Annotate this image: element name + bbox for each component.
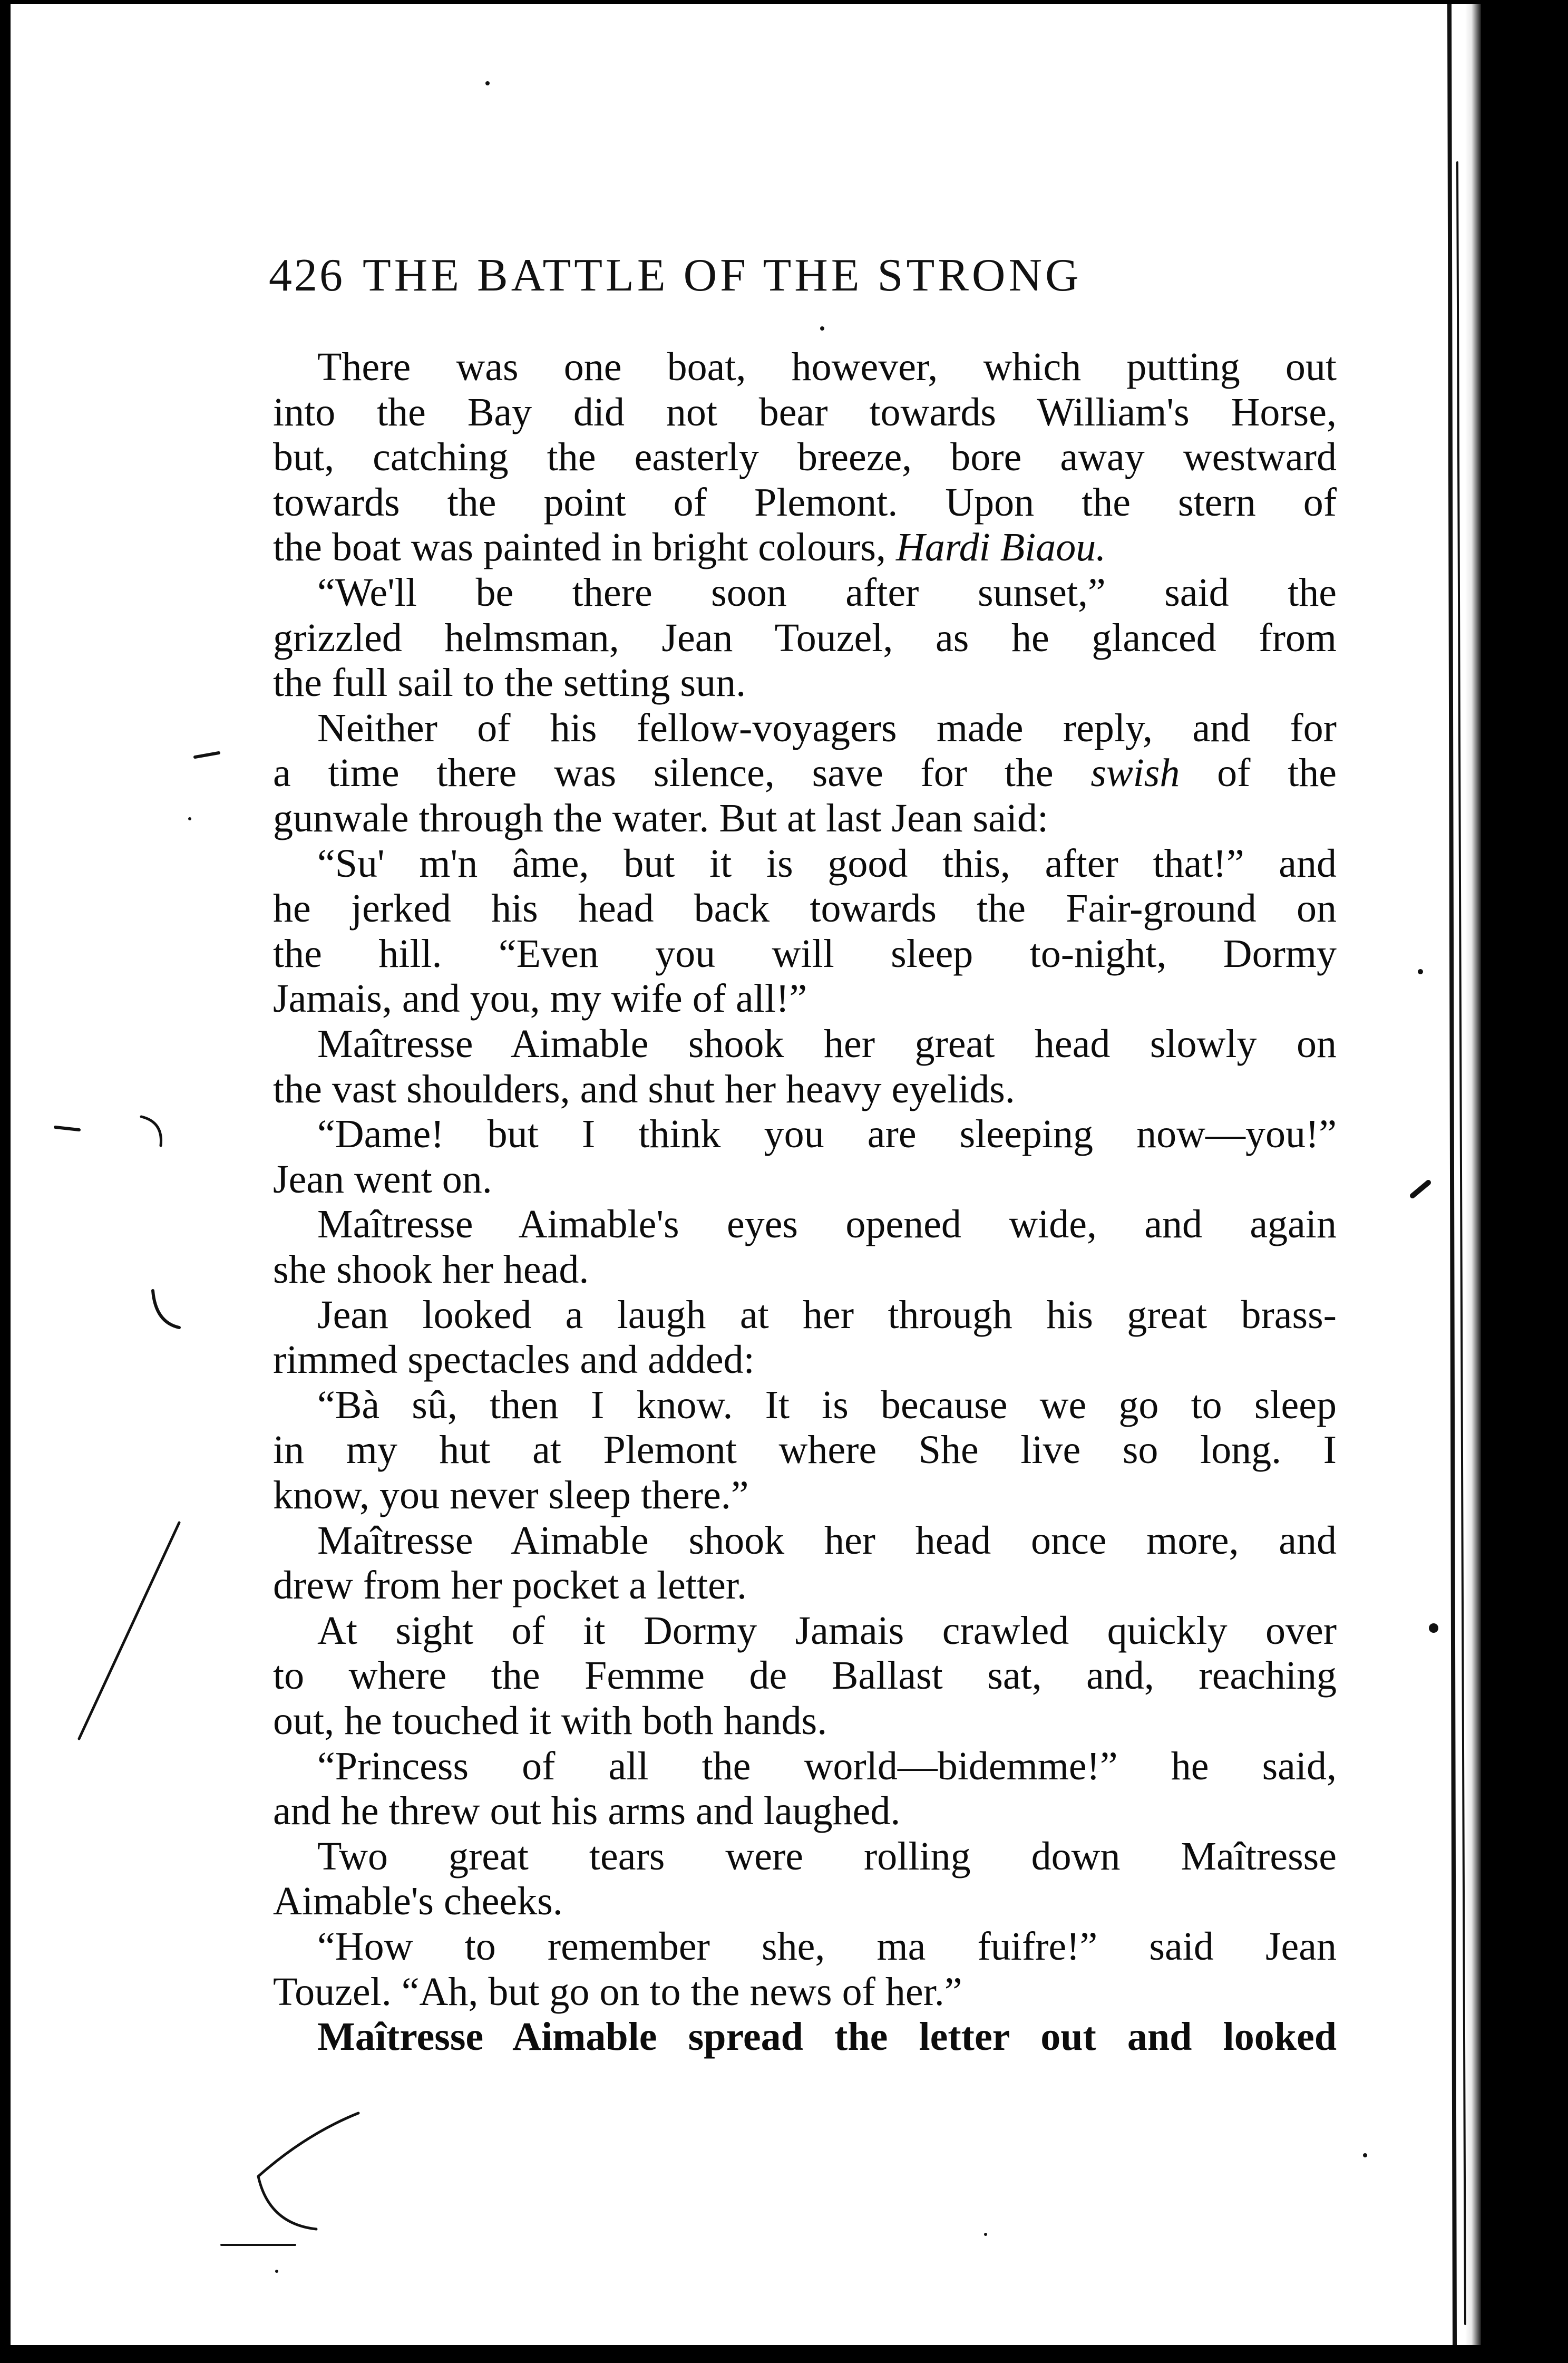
page-number: 426 [269,250,345,301]
text-line: “Princess of all the world—bidemme!” he said, [317,1744,1337,1788]
text-line: gunwale through the water. But at last Jean said: [273,796,1049,840]
text-line: Maîtresse Aimable's eyes opened wide, and again [317,1202,1337,1246]
text-line: out, he touched it with both hands. [273,1699,827,1743]
text-run: the boat was painted in bright colours, [273,525,896,569]
text-line: Aimable's cheeks. [273,1879,563,1923]
text-line: Maîtresse Aimable spread the letter out and looked [317,2015,1337,2059]
text-line: “Bà sû, then I know. It is because we go to sleep [317,1383,1337,1427]
text-line: Jean looked a laugh at her through his great brass- [317,1293,1337,1337]
text-line: Maîtresse Aimable shook her head once more, and [317,1518,1337,1563]
text-line: Jamais, and you, my wife of all!” [273,976,807,1021]
text-line: There was one boat, however, which putting out [317,345,1337,389]
text-line: rimmed spectacles and added: [273,1338,755,1382]
text-line: Maîtresse Aimable shook her great head slowly on [317,1022,1337,1066]
text-line: drew from her pocket a letter. [273,1563,747,1607]
italic-text-run: Hardi Biaou. [895,525,1106,569]
text-run: a time there was silence, save for the [273,751,1091,795]
text-line: into the Bay did not bear towards William's Horse, [273,390,1337,434]
italic-text-run: swish [1090,751,1180,795]
running-title: THE BATTLE OF THE STRONG [363,250,1082,301]
text-line: and he threw out his arms and laughed. [273,1789,901,1833]
text-line: “Su' m'n âme, but it is good this, after that!” and [317,841,1337,886]
book-page [11,4,1481,2345]
text-line: Jean went on. [273,1157,492,1202]
text-line: in my hut at Plemont where She live so long. I [273,1428,1337,1472]
text-line: grizzled helmsman, Jean Touzel, as he glanced from [273,616,1337,660]
text-line: “We'll be there soon after sunset,” said the [317,570,1337,615]
text-line: towards the point of Plemont. Upon the stern of [273,480,1337,525]
text-line: to where the Femme de Ballast sat, and, reaching [273,1653,1337,1698]
text-line: Touzel. “Ah, but go on to the news of her.” [273,1970,962,2014]
text-line: the vast shoulders, and shut her heavy eyelids. [273,1067,1015,1111]
text-line: “Dame! but I think you are sleeping now—you!” [317,1112,1337,1156]
text-line: Two great tears were rolling down Maîtresse [317,1834,1337,1878]
text-line: she shook her head. [273,1247,589,1292]
text-line: know, you never sleep there.” [273,1473,749,1517]
text-line: the hill. “Even you will sleep to-night, Dormy [273,932,1337,976]
text-line: the full sail to the setting sun. [273,661,746,705]
text-run: of the [1180,751,1337,795]
text-line: At sight of it Dormy Jamais crawled quickly over [317,1609,1337,1653]
text-line: he jerked his head back towards the Fair-ground on [273,886,1337,931]
text-line: but, catching the easterly breeze, bore away westward [273,435,1337,479]
scan-artifacts [11,4,1481,2345]
text-line: Neither of his fellow-voyagers made reply, and for [317,706,1337,750]
text-line: “How to remember she, ma fuifre!” said Jean [317,1924,1337,1969]
